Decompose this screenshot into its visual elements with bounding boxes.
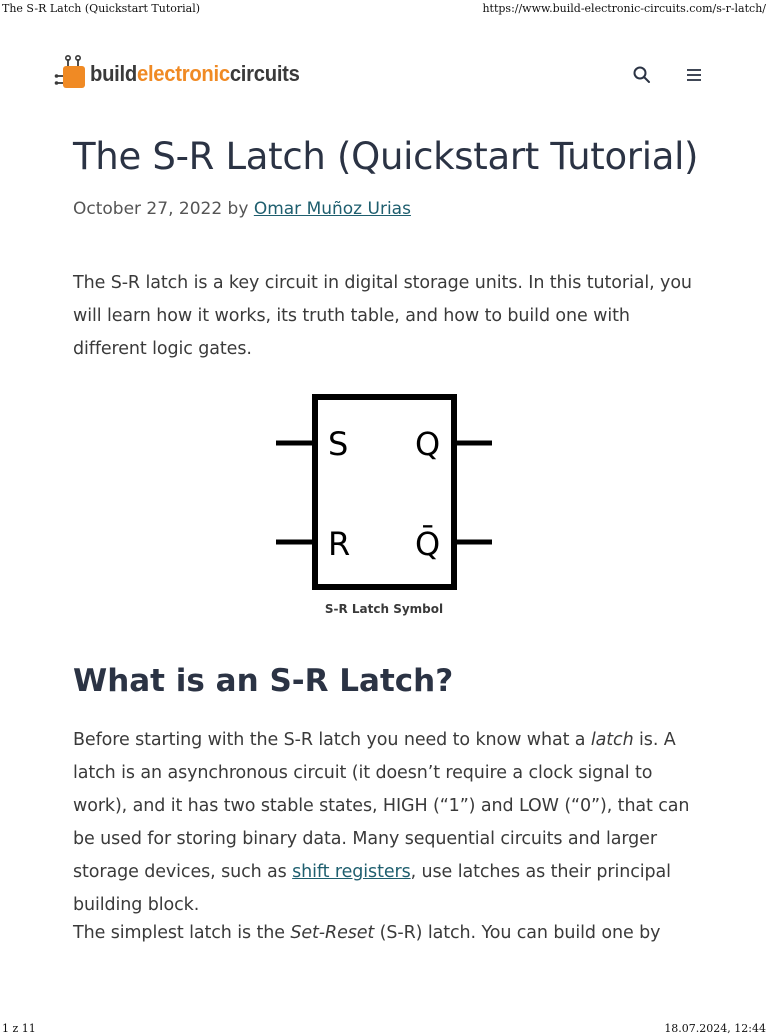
label-r: R	[328, 525, 351, 563]
section-para-2	[73, 917, 698, 950]
author-link[interactable]: Omar Muñoz Urias	[253, 199, 411, 219]
label-q: Q	[415, 425, 441, 463]
print-page-number: 1 z 11	[2, 1022, 36, 1035]
byline-by: by	[227, 199, 249, 219]
para1-emphasis: latch	[590, 730, 634, 750]
label-s: S	[328, 425, 349, 463]
para2-text-a: The simplest latch is the	[73, 923, 291, 943]
print-datetime: 18.07.2024, 12:44	[664, 1022, 766, 1035]
label-qbar: Q̄	[415, 525, 441, 563]
intro-section	[73, 267, 698, 366]
para2-text-b: (S-R) latch. You can build one by	[374, 923, 661, 943]
header-nav-icons	[630, 63, 706, 87]
shift-registers-link[interactable]: shift registers	[292, 862, 411, 882]
site-logo[interactable]	[54, 54, 318, 94]
print-url: https://www.build-electronic-circuits.com/s-r-latch/	[482, 2, 766, 15]
figure-caption: S-R Latch Symbol	[324, 602, 444, 616]
para1-text-b: is. A latch is an asynchronous circuit (it doesn’t require a clock signal to work), and it has two stable states, HIGH (“1”) and LOW (“0”), that can be used for storing binary data. Many sequential circuits and larger storage devices, such as	[73, 730, 690, 882]
paragraph-simplest-latch	[73, 917, 698, 950]
article-title: The S-R Latch (Quickstart Tutorial)	[73, 135, 699, 178]
sr-latch-symbol	[270, 390, 500, 600]
intro-paragraph: The S-R latch is a key circuit in digital storage units. In this tutorial, you will learn how it works, its truth table, and how to build one with different logic gates.	[73, 273, 692, 359]
logo-wordmark: buildelectroniccircuits	[90, 61, 300, 86]
para1-text-c: , use latches as their principal building block.	[73, 862, 671, 915]
site-header	[54, 54, 706, 94]
section-heading: What is an S-R Latch?	[73, 663, 454, 699]
search-icon[interactable]	[630, 63, 654, 87]
section-para-1	[73, 724, 698, 922]
para2-emphasis: Set-Reset	[290, 923, 375, 943]
paragraph-latch-definition	[73, 724, 698, 922]
article-date: October 27, 2022	[73, 199, 223, 219]
article-meta	[73, 199, 411, 219]
para1-text-a: Before starting with the S-R latch you need to know what a	[73, 730, 591, 750]
circuit-chip-icon	[54, 54, 90, 94]
print-page-title: The S-R Latch (Quickstart Tutorial)	[2, 2, 201, 15]
menu-icon[interactable]	[682, 63, 706, 87]
